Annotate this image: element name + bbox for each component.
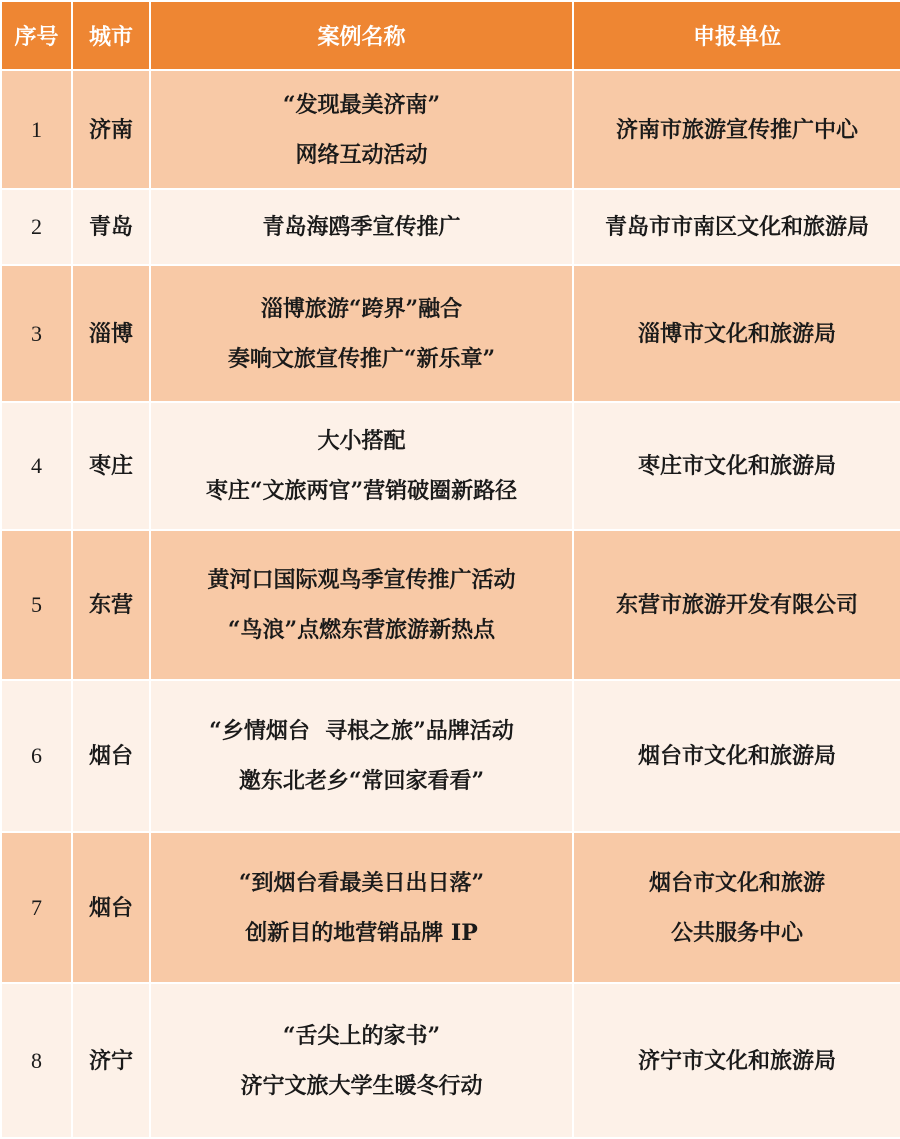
unit-line: 枣庄市文化和旅游局 bbox=[637, 453, 836, 479]
case-line: “舌尖上的家书” bbox=[282, 1022, 441, 1049]
row-unit bbox=[573, 832, 900, 983]
row-case-name bbox=[150, 402, 573, 530]
table-row bbox=[1, 265, 900, 402]
row-number: 2 bbox=[1, 189, 72, 265]
table-row bbox=[1, 832, 900, 983]
row-city: 青岛 bbox=[72, 189, 150, 265]
row-case-name bbox=[150, 983, 573, 1138]
row-case-name bbox=[150, 530, 573, 680]
case-line: 淄博旅游“跨界”融合 bbox=[260, 295, 463, 322]
unit-line: 济南市旅游宣传推广中心 bbox=[615, 116, 858, 143]
case-line: 济宁文旅大学生暖冬行动 bbox=[240, 1072, 483, 1099]
row-city: 东营 bbox=[72, 530, 150, 680]
row-unit bbox=[573, 680, 900, 832]
row-city: 淄博 bbox=[72, 265, 150, 402]
case-line: 奏响文旅宣传推广“新乐章” bbox=[227, 345, 496, 372]
row-case-name bbox=[150, 832, 573, 983]
header-unit: 申报单位 bbox=[573, 1, 900, 70]
table-row bbox=[1, 189, 900, 265]
header-no: 序号 bbox=[1, 1, 72, 70]
row-city: 烟台 bbox=[72, 832, 150, 983]
unit-line: 烟台市文化和旅游 bbox=[648, 869, 825, 896]
row-case-name bbox=[150, 70, 573, 189]
unit-line: 淄博市文化和旅游局 bbox=[637, 320, 836, 347]
row-number: 5 bbox=[1, 530, 72, 680]
row-case-name bbox=[150, 680, 573, 832]
unit-line: 烟台市文化和旅游局 bbox=[637, 743, 836, 769]
row-unit bbox=[573, 189, 900, 265]
row-number: 1 bbox=[1, 70, 72, 189]
unit-line: 青岛市市南区文化和旅游局 bbox=[604, 214, 869, 240]
table-row bbox=[1, 70, 900, 189]
header-city: 城市 bbox=[72, 1, 150, 70]
case-line: 黄河口国际观鸟季宣传推广活动 bbox=[207, 567, 516, 593]
case-line: 青岛海鸥季宣传推广 bbox=[262, 214, 461, 240]
unit-line: 公共服务中心 bbox=[670, 919, 803, 946]
case-line: “到烟台看最美日出日落” bbox=[238, 869, 485, 896]
row-number: 7 bbox=[1, 832, 72, 983]
row-city: 济南 bbox=[72, 70, 150, 189]
row-case-name bbox=[150, 189, 573, 265]
unit-line: 东营市旅游开发有限公司 bbox=[615, 592, 858, 618]
row-number: 8 bbox=[1, 983, 72, 1138]
row-city: 枣庄 bbox=[72, 402, 150, 530]
case-line: 枣庄“文旅两官”营销破圈新路径 bbox=[205, 478, 518, 504]
row-number: 4 bbox=[1, 402, 72, 530]
table-header-row bbox=[1, 1, 900, 70]
row-unit bbox=[573, 70, 900, 189]
case-line: 大小搭配 bbox=[317, 428, 406, 454]
table-row bbox=[1, 530, 900, 680]
row-number: 6 bbox=[1, 680, 72, 832]
row-number: 3 bbox=[1, 265, 72, 402]
unit-line: 济宁市文化和旅游局 bbox=[637, 1047, 836, 1074]
header-case-name: 案例名称 bbox=[150, 1, 573, 70]
case-line: “鸟浪”点燃东营旅游新热点 bbox=[227, 617, 496, 643]
row-city: 济宁 bbox=[72, 983, 150, 1138]
row-unit bbox=[573, 402, 900, 530]
row-unit bbox=[573, 265, 900, 402]
row-case-name bbox=[150, 265, 573, 402]
table-row bbox=[1, 983, 900, 1138]
case-line: 网络互动活动 bbox=[295, 141, 428, 168]
row-unit bbox=[573, 530, 900, 680]
row-unit bbox=[573, 983, 900, 1138]
table-row bbox=[1, 680, 900, 832]
case-line: “乡情烟台 寻根之旅”品牌活动 bbox=[209, 718, 514, 744]
case-line: “发现最美济南” bbox=[282, 91, 441, 118]
case-line: 邀东北老乡“常回家看看” bbox=[238, 768, 485, 794]
case-line: 创新目的地营销品牌 IP bbox=[245, 919, 478, 946]
row-city: 烟台 bbox=[72, 680, 150, 832]
table-row bbox=[1, 402, 900, 530]
